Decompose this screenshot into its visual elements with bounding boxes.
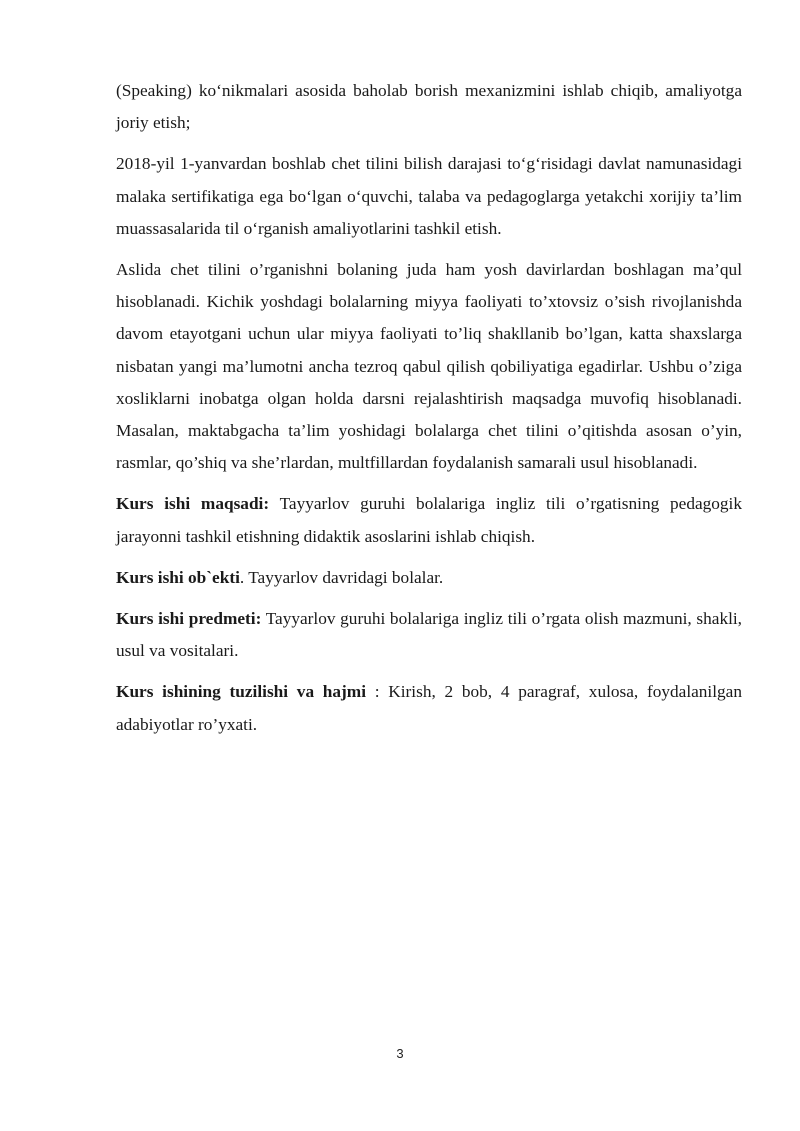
paragraph-2018: 2018-yil 1-yanvardan boshlab chet tilini bilish darajasi to‘g‘risidagi davlat namunasidagi malaka sertifikatiga ega bo‘lgan o‘quvchi, talaba va pedagoglarga yetakchi xorijiy ta’lim muassasalarida til o‘rganish amaliyotlarini tashkil etish. bbox=[116, 154, 742, 238]
maqsad-text: Tayyarlov guruhi bolalariga ingliz tili o’rgatisning pedagogik jarayonni tashkil etishning didaktik asoslarini ishlab chiqish. bbox=[116, 494, 742, 546]
tuzilish-text: : Kirish, 2 bob, 4 paragraf, xulosa, foydalanilgan adabiyotlar ro’yxati. bbox=[116, 682, 742, 734]
obekt-label: Kurs ishi ob`ekti bbox=[116, 567, 240, 587]
paragraph-maqsad bbox=[116, 488, 742, 552]
obekt-text: . Tayyarlov davridagi bolalar. bbox=[239, 567, 444, 587]
page-number: 3 bbox=[396, 1046, 404, 1061]
paragraph-speaking: (Speaking) ko‘nikmalari asosida baholab borish mexanizmini ishlab chiqib, amaliyotga joriy etish; bbox=[116, 81, 742, 133]
paragraph-obekt bbox=[116, 562, 742, 594]
maqsad-label: Kurs ishi maqsadi: bbox=[116, 494, 270, 514]
document-page bbox=[116, 75, 742, 750]
predmet-text: Tayyarlov guruhi bolalariga ingliz tili o’rgata olish mazmuni, shakli, usul va vositalari. bbox=[116, 609, 743, 661]
paragraph-aslida: Aslida chet tilini o’rganishni bolaning juda ham yosh davirlardan boshlagan ma’qul hisoblanadi. Kichik yoshdagi bolalarning miyya faoliyati to’xtovsiz o’sish rivojlanishda davom etayotgani uchun ular miyya faoliyati to’liq shakllanib bo’lgan, katta shaxslarga nisbatan yangi ma’lumotni ancha tezroq qabul qilish qobiliyatiga egadirlar. Ushbu o’ziga xosliklarni inobatga olgan holda darsni rejalashtirish maqsadga muvofiq hisoblanadi. Masalan, maktabgacha ta’lim yoshidagi bolalarga chet tilini o’qitishda asosan o’yin, rasmlar, qo’shiq va she’rlardan, multfillardan foydalanish samarali usul hisoblanadi. bbox=[116, 260, 742, 473]
paragraph-tuzilish bbox=[116, 676, 742, 740]
paragraph-predmet bbox=[116, 603, 742, 667]
predmet-label: Kurs ishi predmeti: bbox=[116, 609, 262, 629]
tuzilish-label: Kurs ishining tuzilishi va hajmi bbox=[116, 682, 367, 702]
